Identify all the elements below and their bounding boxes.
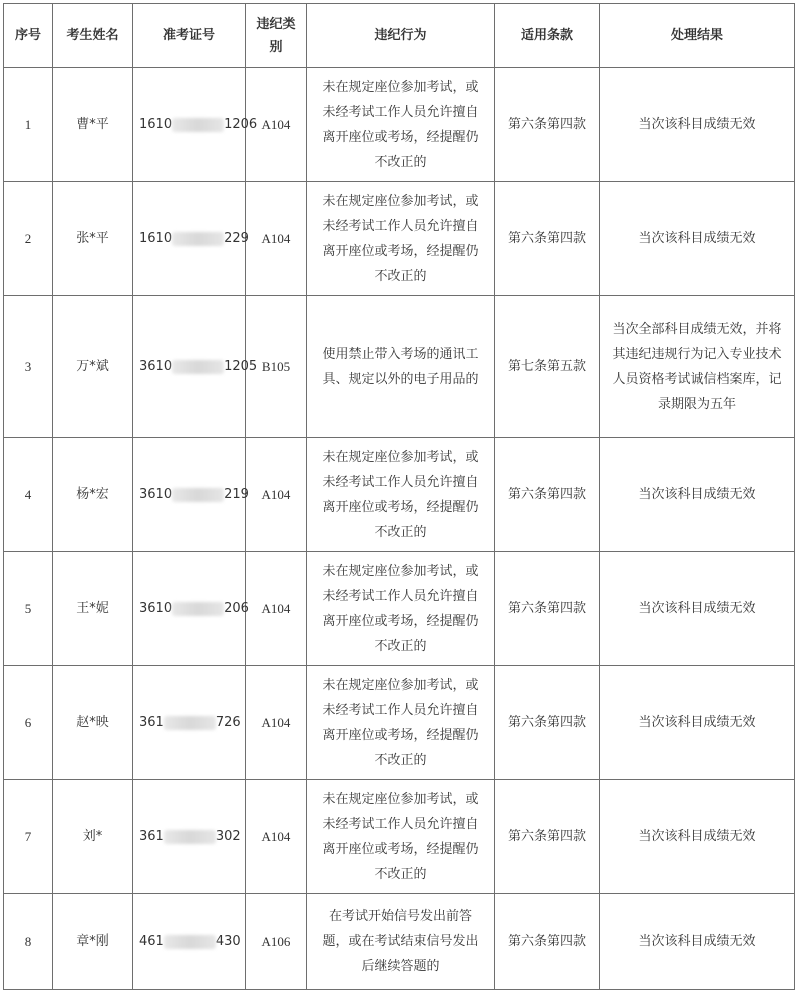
exam-id-suffix: 219 xyxy=(224,487,249,502)
cell-id xyxy=(133,780,246,894)
cell-behavior: 未在规定座位参加考试，或未经考试工作人员允许擅自离开座位或考场，经提醒仍不改正的 xyxy=(307,68,495,182)
cell-result: 当次该科目成绩无效 xyxy=(600,894,795,990)
header-seq: 序号 xyxy=(4,4,53,68)
cell-name: 曹*平 xyxy=(53,68,133,182)
exam-id-prefix: 361 xyxy=(139,829,164,844)
redaction-blur xyxy=(172,360,224,374)
exam-id-prefix: 461 xyxy=(139,934,164,949)
cell-category: A104 xyxy=(246,780,307,894)
exam-id-suffix: 726 xyxy=(215,715,241,730)
exam-id-suffix: 1206 xyxy=(224,117,258,132)
cell-id xyxy=(133,894,246,990)
cell-behavior: 未在规定座位参加考试，或未经考试工作人员允许擅自离开座位或考场，经提醒仍不改正的 xyxy=(307,438,495,552)
exam-id-suffix: 206 xyxy=(224,601,249,616)
cell-seq: 1 xyxy=(4,68,53,182)
header-category: 违纪类别 xyxy=(246,4,307,68)
exam-id-prefix: 361 xyxy=(139,715,164,730)
exam-id xyxy=(139,929,241,954)
cell-id xyxy=(133,182,249,296)
cell-seq: 7 xyxy=(4,780,53,894)
cell-behavior: 未在规定座位参加考试，或未经考试工作人员允许擅自离开座位或考场，经提醒仍不改正的 xyxy=(307,182,495,296)
exam-id-prefix: 1610 xyxy=(139,117,173,132)
cell-name: 王*妮 xyxy=(53,552,133,666)
cell-clause: 第六条第四款 xyxy=(495,438,600,552)
redaction-blur xyxy=(172,118,224,132)
table-row xyxy=(4,666,795,780)
cell-name: 刘* xyxy=(53,780,133,894)
cell-result: 当次该科目成绩无效 xyxy=(600,68,795,182)
cell-seq: 4 xyxy=(4,438,53,552)
cell-id xyxy=(133,438,249,552)
cell-result: 当次该科目成绩无效 xyxy=(600,552,795,666)
cell-seq: 8 xyxy=(4,894,53,990)
table-row xyxy=(4,296,795,438)
cell-seq: 3 xyxy=(4,296,53,438)
header-id: 准考证号 xyxy=(133,4,246,68)
cell-category: A104 xyxy=(246,666,307,780)
exam-id xyxy=(139,226,249,251)
cell-result: 当次该科目成绩无效 xyxy=(600,182,795,296)
exam-id-suffix: 1205 xyxy=(224,359,258,374)
exam-id-suffix: 430 xyxy=(215,934,241,949)
cell-id xyxy=(133,552,249,666)
header-behavior: 违纪行为 xyxy=(307,4,495,68)
cell-behavior: 未在规定座位参加考试，或未经考试工作人员允许擅自离开座位或考场，经提醒仍不改正的 xyxy=(307,552,495,666)
redaction-blur xyxy=(164,716,216,730)
redaction-blur xyxy=(172,602,224,616)
redaction-blur xyxy=(164,830,216,844)
cell-category: A104 xyxy=(246,68,307,182)
cell-behavior: 在考试开始信号发出前答题，或在考试结束信号发出后继续答题的 xyxy=(307,894,495,990)
cell-seq: 6 xyxy=(4,666,53,780)
redaction-blur xyxy=(164,935,216,949)
cell-clause: 第六条第四款 xyxy=(495,666,600,780)
exam-id xyxy=(139,112,257,137)
cell-name: 赵*映 xyxy=(53,666,133,780)
table-row xyxy=(4,182,795,296)
cell-name: 张*平 xyxy=(53,182,133,296)
cell-category: A104 xyxy=(246,182,307,296)
exam-id-prefix: 3610 xyxy=(139,601,173,616)
cell-category: A104 xyxy=(246,552,307,666)
cell-clause: 第六条第四款 xyxy=(495,894,600,990)
exam-id-prefix: 3610 xyxy=(139,487,173,502)
cell-id xyxy=(133,666,246,780)
violation-table xyxy=(3,3,795,990)
table-row xyxy=(4,780,795,894)
cell-clause: 第六条第四款 xyxy=(495,780,600,894)
table-row xyxy=(4,68,795,182)
redaction-blur xyxy=(172,232,224,246)
cell-name: 章*刚 xyxy=(53,894,133,990)
cell-seq: 2 xyxy=(4,182,53,296)
redaction-blur xyxy=(172,488,224,502)
cell-clause: 第六条第四款 xyxy=(495,552,600,666)
table-row xyxy=(4,894,795,990)
exam-id xyxy=(139,482,249,507)
exam-id xyxy=(139,354,257,379)
cell-clause: 第六条第四款 xyxy=(495,68,600,182)
table-row xyxy=(4,438,795,552)
cell-category: B105 xyxy=(246,296,307,438)
cell-result: 当次该科目成绩无效 xyxy=(600,780,795,894)
cell-behavior: 使用禁止带入考场的通讯工具、规定以外的电子用品的 xyxy=(307,296,495,438)
cell-result: 当次全部科目成绩无效，并将其违纪违规行为记入专业技术人员资格考试诚信档案库，记录期限为五年 xyxy=(600,296,795,438)
cell-clause: 第七条第五款 xyxy=(495,296,600,438)
exam-id-suffix: 302 xyxy=(215,829,241,844)
table-row xyxy=(4,552,795,666)
cell-result: 当次该科目成绩无效 xyxy=(600,438,795,552)
cell-result: 当次该科目成绩无效 xyxy=(600,666,795,780)
table-header-row xyxy=(4,4,795,68)
header-name: 考生姓名 xyxy=(53,4,133,68)
cell-seq: 5 xyxy=(4,552,53,666)
cell-behavior: 未在规定座位参加考试，或未经考试工作人员允许擅自离开座位或考场，经提醒仍不改正的 xyxy=(307,666,495,780)
exam-id-prefix: 1610 xyxy=(139,231,173,246)
cell-category: A106 xyxy=(246,894,307,990)
cell-name: 杨*宏 xyxy=(53,438,133,552)
exam-id xyxy=(139,596,249,621)
cell-clause: 第六条第四款 xyxy=(495,182,600,296)
cell-behavior: 未在规定座位参加考试，或未经考试工作人员允许擅自离开座位或考场，经提醒仍不改正的 xyxy=(307,780,495,894)
exam-id xyxy=(139,710,241,735)
cell-id xyxy=(133,68,258,182)
header-result: 处理结果 xyxy=(600,4,795,68)
header-clause: 适用条款 xyxy=(495,4,600,68)
exam-id-suffix: 229 xyxy=(224,231,249,246)
cell-name: 万*斌 xyxy=(53,296,133,438)
cell-category: A104 xyxy=(246,438,307,552)
cell-id xyxy=(133,296,258,438)
exam-id xyxy=(139,824,241,849)
exam-id-prefix: 3610 xyxy=(139,359,173,374)
